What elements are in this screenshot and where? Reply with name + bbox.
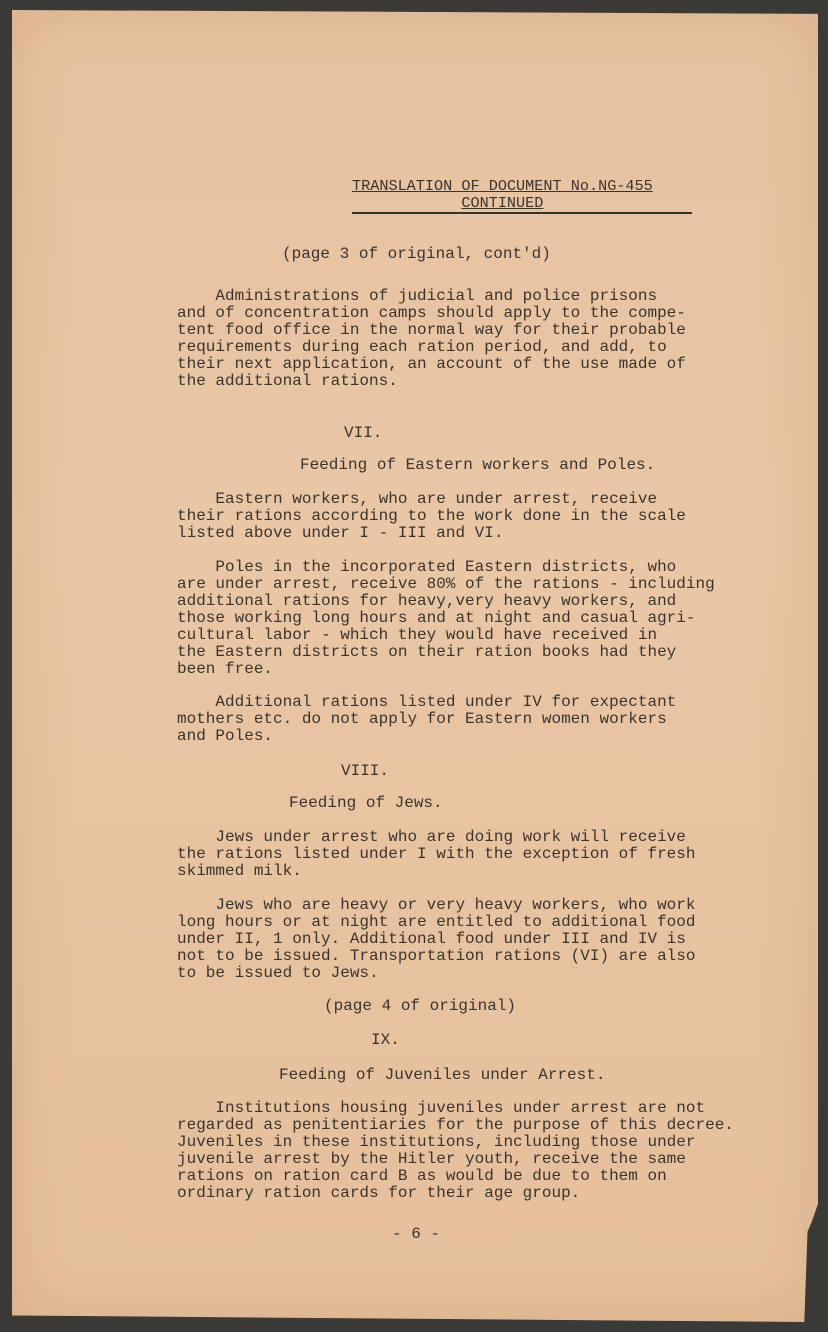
section-vii-paragraph-3: Additional rations listed under IV for expectant mothers etc. do not apply for Eastern women workers and Poles. xyxy=(177,693,677,745)
section-viii-paragraph-2: Jews who are heavy or very heavy workers, who work long hours or at night are entitled to additional food under II, 1 only. Additional food under III and IV is not to be issued. Transportation rations (VI) are also to be issued to Jews. xyxy=(177,896,696,982)
section-ix-paragraph-1: Institutions housing juveniles under arrest are not regarded as penitentiaries for the purpose of this decree. Juveniles in these institutions, including those under juvenile arrest by the Hitler youth, receive the same rations on ration card B as would be due to them on ordinary ration cards for their age group. xyxy=(177,1099,734,1202)
paragraph-administrations: Administrations of judicial and police prisons and of concentration camps should apply to the compe- tent food office in the normal way for their probable requirements during each ration period, and add, to their next application, an account of the use made of the additional rations. xyxy=(177,287,686,390)
section-vii-paragraph-1: Eastern workers, who are under arrest, receive their rations according to the work done in the scale listed above under I - III and VI. xyxy=(177,490,686,542)
section-ix-title: Feeding of Juveniles under Arrest. xyxy=(279,1066,606,1084)
section-viii-title: Feeding of Jews. xyxy=(289,794,443,812)
section-viii-paragraph-1: Jews under arrest who are doing work will receive the rations listed under I with the exception of fresh skimmed milk. xyxy=(177,828,696,880)
section-vii-title: Feeding of Eastern workers and Poles. xyxy=(300,456,656,474)
page-number: - 6 - xyxy=(392,1225,441,1243)
section-ix-number: IX. xyxy=(371,1031,400,1049)
page-reference-3: (page 3 of original, cont'd) xyxy=(282,245,551,263)
header-continued: CONTINUED xyxy=(461,194,544,212)
header-rule xyxy=(352,212,692,214)
section-vii-number: VII. xyxy=(344,424,383,442)
header-title: TRANSLATION OF DOCUMENT No.NG-455 xyxy=(352,177,653,195)
page-reference-4: (page 4 of original) xyxy=(324,997,517,1015)
section-viii-number: VIII. xyxy=(341,762,390,780)
document-header xyxy=(352,178,653,212)
section-vii-paragraph-2: Poles in the incorporated Eastern districts, who are under arrest, receive 80% of the rations - including additional rations for heavy,very heavy workers, and those working long hours and at night and casual agri- cultural labor - which they would have received in the Eastern districts on their ration books had they been free. xyxy=(177,558,715,678)
